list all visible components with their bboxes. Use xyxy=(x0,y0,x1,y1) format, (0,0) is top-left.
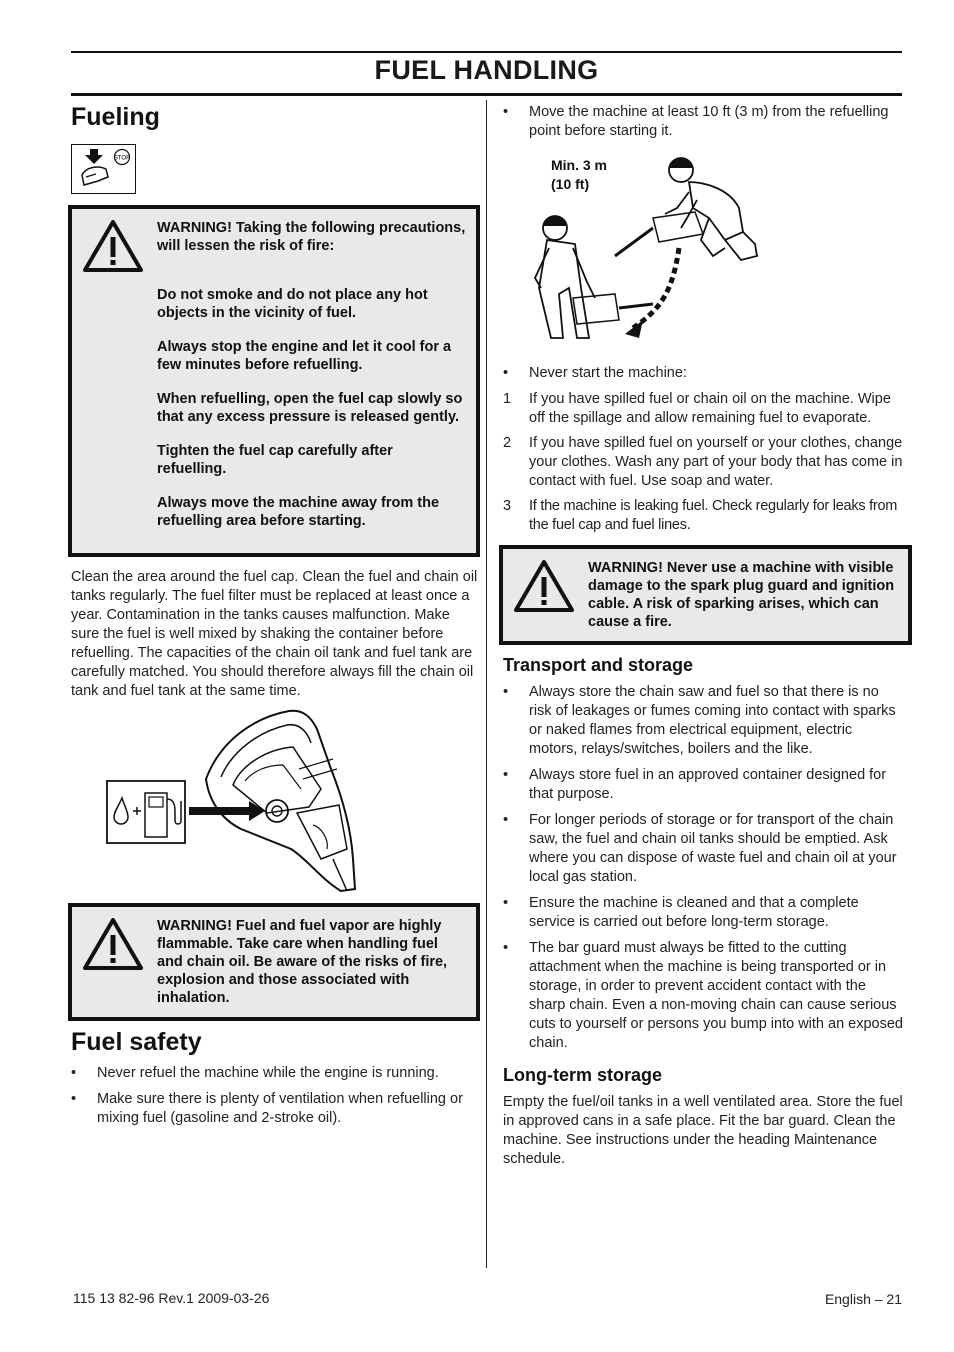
warning-lead: WARNING! Taking the following precautions, will lessen the risk of fire: xyxy=(157,220,466,254)
transport-storage-heading: Transport and storage xyxy=(503,655,694,675)
warning-item: Always stop the engine and let it cool for a few minutes before refuelling. xyxy=(157,339,452,373)
fuel-safety-list xyxy=(71,1064,479,1128)
list-item: 1 If you have spilled fuel or chain oil on the machine. Wipe off the spillage and allow remaining fuel to evaporate. xyxy=(503,391,891,426)
never-start-list xyxy=(503,364,903,383)
list-item: • The bar guard must always be fitted to the cutting attachment when the machine is being transported or in storage, in order to prevent accident contact with the sharp chain. Even a non-moving chain can cause serious cuts to yourself or persons you bump into with an exposed chain. xyxy=(503,940,903,1051)
list-item: 3 If the machine is leaking fuel. Check regularly for leaks from the fuel cap and fuel lines. xyxy=(503,498,898,533)
page-title: FUEL HANDLING xyxy=(374,55,599,85)
top-rule xyxy=(71,51,902,53)
spark-plug-warning-text: WARNING! Never use a machine with visible damage to the spark plug guard and ignition cable. A risk of sparking arises, which can cause a fire. xyxy=(588,560,895,630)
warning-item: Always move the machine away from the refuelling area before starting. xyxy=(157,495,440,529)
flammable-warning-text: WARNING! Fuel and fuel vapor are highly flammable. Take care when handling fuel and chain oil. Be aware of the risks of fire, explosion and those associated with inhalation. xyxy=(157,918,448,1006)
list-item: • Never start the machine: xyxy=(503,365,687,381)
fuel-safety-heading: Fuel safety xyxy=(71,1028,202,1056)
spark-plug-warning-box xyxy=(499,545,912,645)
page-number: English – 21 xyxy=(824,1291,902,1307)
list-item: 2 If you have spilled fuel on yourself or your clothes, change your clothes. Wash any part of your body that has come in contact with fuel. Use soap and water. xyxy=(503,435,903,489)
fueling-heading: Fueling xyxy=(71,103,160,131)
left-column xyxy=(71,100,479,1135)
warning-item: Do not smoke and do not place any hot objects in the vicinity of fuel. xyxy=(157,287,428,321)
list-item: • Move the machine at least 10 ft (3 m) from the refuelling point before starting it. xyxy=(503,104,889,139)
chainsaw-fuel-cap-illustration xyxy=(71,709,479,897)
move-machine-list xyxy=(503,103,903,141)
warning-item: When refuelling, open the fuel cap slowly so that any excess pressure is released gently. xyxy=(157,391,463,425)
fueling-paragraph: Clean the area around the fuel cap. Clean the fuel and chain oil tanks regularly. The fuel filter must be replaced at least once a year. Contamination in the tanks causes malfunction. Make sure the fuel is well mixed by shaking the container before refuelling. The capacities of the chain oil tank and fuel tank are carefully matched. You should therefore always fill the chain oil tank and fuel tank at the same time. xyxy=(71,569,478,699)
document-reference: 115 13 82-96 Rev.1 2009-03-26 xyxy=(73,1290,270,1306)
warning-triangle-icon xyxy=(513,559,575,613)
stop-engine-icon xyxy=(71,144,136,194)
warning-triangle-icon xyxy=(82,219,144,273)
column-divider xyxy=(486,100,487,1268)
never-start-conditions xyxy=(503,390,903,535)
list-item: • Always store fuel in an approved container designed for that purpose. xyxy=(503,767,887,802)
fire-risk-warning-text xyxy=(157,219,466,530)
warning-triangle-icon xyxy=(82,917,144,971)
long-term-storage-heading: Long-term storage xyxy=(503,1065,663,1085)
fire-risk-warning-box xyxy=(68,205,480,557)
transport-storage-list xyxy=(503,683,903,1053)
list-item: • Never refuel the machine while the engine is running. xyxy=(71,1065,439,1081)
long-term-storage-paragraph: Empty the fuel/oil tanks in a well ventilated area. Store the fuel in approved cans in a safe place. Fit the bar guard. Clean the machine. See instructions under the heading Maintenance schedule. xyxy=(503,1094,903,1167)
distance-label: Min. 3 m (10 ft) xyxy=(551,157,608,192)
list-item: • For longer periods of storage or for transport of the chain saw, the fuel and chain oil tanks should be emptied. Ask where you can dispose of waste fuel and chain oil at your local gas station. xyxy=(503,812,897,885)
list-item: • Always store the chain saw and fuel so that there is no risk of leakages or fumes coming into contact with sparks or naked flames from electrical equipment, electric motors, relays/switches, boilers and the like. xyxy=(503,684,896,757)
refuel-distance-illustration xyxy=(503,148,903,358)
svg-text:STOP: STOP xyxy=(113,155,131,162)
right-column xyxy=(503,100,903,1169)
flammable-warning-box xyxy=(68,903,480,1021)
list-item: • Ensure the machine is cleaned and that a complete service is carried out before long-term storage. xyxy=(503,895,859,930)
warning-item: Tighten the fuel cap carefully after refuelling. xyxy=(157,443,393,477)
header-rule xyxy=(71,93,902,96)
list-item: • Make sure there is plenty of ventilation when refuelling or mixing fuel (gasoline and 2-stroke oil). xyxy=(71,1091,463,1126)
